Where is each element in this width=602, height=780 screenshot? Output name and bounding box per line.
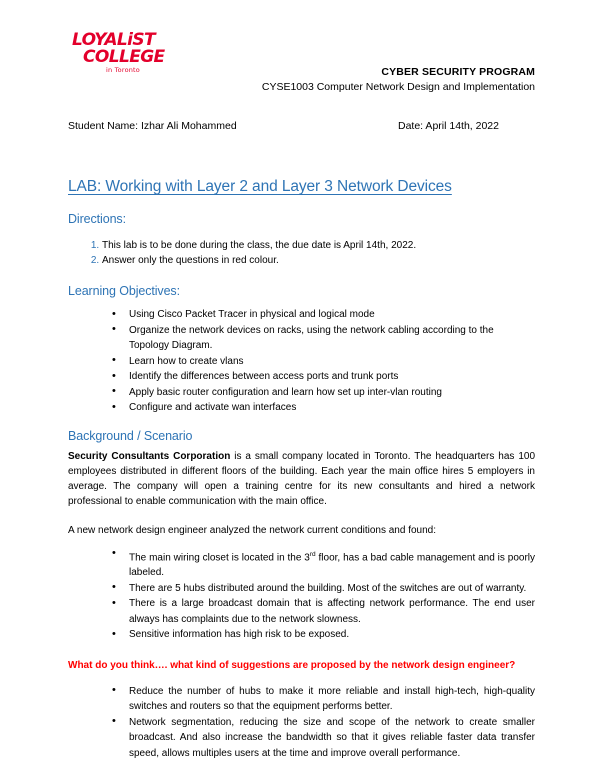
list-item bbox=[112, 547, 535, 581]
student-info-row bbox=[68, 120, 535, 140]
section-heading-directions: Directions: bbox=[68, 212, 126, 226]
program-title: CYBER SECURITY PROGRAM bbox=[381, 66, 535, 78]
document-header bbox=[68, 0, 535, 100]
direction-text: This lab is to be done during the class, the due date is April 14th, 2022. bbox=[102, 240, 417, 251]
red-question-prompt: What do you think…. what kind of suggestions are proposed by the network design engineer? bbox=[68, 659, 516, 671]
list-item: • There is a large broadcast domain that is affecting network performance. The end user always has complaints due to the network slowness. bbox=[112, 596, 535, 627]
direction-text: Answer only the questions in red colour. bbox=[102, 255, 279, 266]
course-title: CYSE1003 Computer Network Design and Implementation bbox=[261, 81, 535, 93]
list-item: • Sensitive information has high risk to be exposed. bbox=[112, 627, 535, 643]
student-name-field: Student Name: Izhar Ali Mohammed bbox=[68, 120, 237, 132]
list-item: • Learn how to create vlans bbox=[112, 354, 535, 370]
list-item bbox=[102, 253, 535, 268]
list-item: • Identify the differences between access ports and trunk ports bbox=[112, 369, 535, 385]
logo-line-college: COLLEGE bbox=[83, 47, 165, 67]
list-item: • There are 5 hubs distributed around the building. Most of the switches are out of warranty. bbox=[112, 581, 535, 597]
document-content bbox=[68, 0, 535, 761]
company-name: Security Consultants Corporation bbox=[68, 450, 231, 462]
findings-list bbox=[68, 547, 535, 643]
logo-line-loyalist: LOYALiST bbox=[72, 30, 155, 50]
list-item: • Reduce the number of hubs to make it more reliable and install high-tech, high-quality switches and routers so that the equipment performs better. bbox=[112, 684, 535, 715]
background-paragraph-rest: is a small company located in Toronto. The headquarters has 100 employees distributed in different floors of the building. Each year the main office hires 5 employers in average. The company will open a training centre for its new consultants and hired a network professional to enable communication with the main office. bbox=[68, 450, 536, 507]
finding-text-post: floor, has a bad cable management and is poorly labeled. bbox=[129, 551, 535, 579]
list-item: • Configure and activate wan interfaces bbox=[112, 400, 535, 416]
answers-list bbox=[68, 684, 535, 762]
logo-subtitle-in-toronto: in Toronto bbox=[106, 66, 140, 74]
list-item bbox=[102, 238, 535, 253]
section-heading-learning-objectives: Learning Objectives: bbox=[68, 284, 180, 298]
loyalist-college-logo bbox=[72, 32, 222, 74]
date-field: Date: April 14th, 2022 bbox=[398, 120, 499, 132]
finding-text-pre: The main wiring closet is located in the 3 bbox=[129, 551, 310, 563]
list-item: • Apply basic router configuration and learn how set up inter-vlan routing bbox=[112, 385, 535, 401]
list-item: • Network segmentation, reducing the size and scope of the network to create smaller broadcast. And also increase the bandwidth so that it gives reliable faster data transfer speed, allows multiples users at the time and improve overall performance. bbox=[112, 715, 535, 762]
section-heading-background-scenario: Background / Scenario bbox=[68, 428, 193, 443]
list-item: • Using Cisco Packet Tracer in physical and logical mode bbox=[112, 307, 535, 323]
analysis-intro-paragraph: A new network design engineer analyzed the network current conditions and found: bbox=[68, 524, 437, 536]
background-paragraph bbox=[68, 449, 535, 509]
ordinal-suffix: rd bbox=[309, 550, 316, 558]
learning-objectives-list bbox=[68, 307, 535, 416]
course-header-block bbox=[205, 66, 535, 93]
lab-title: LAB: Working with Layer 2 and Layer 3 Network Devices bbox=[68, 178, 452, 195]
list-item: • Organize the network devices on racks, using the network cabling according to the Topology Diagram. bbox=[112, 323, 535, 354]
directions-list bbox=[68, 238, 535, 268]
